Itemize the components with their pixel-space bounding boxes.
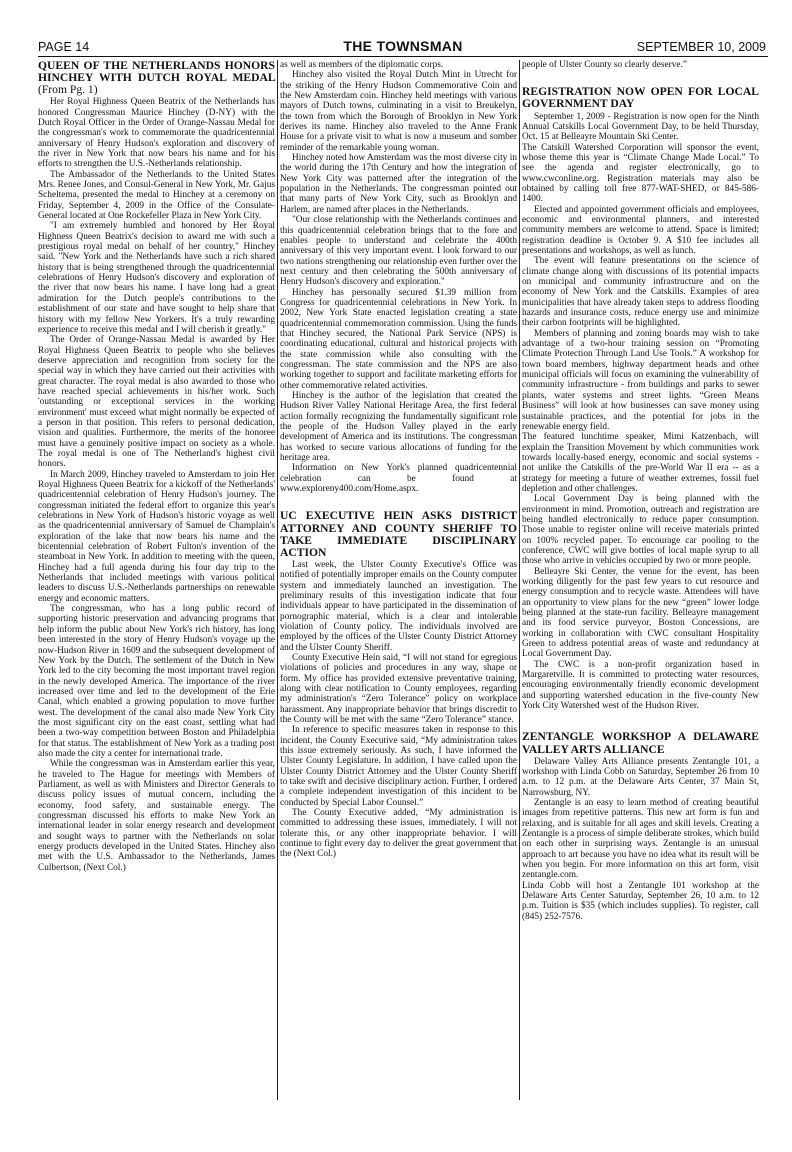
article-paragraph: Hinchey is the author of the legislation that created the Hudson River Valley National Heritage Area, the first federal action formally recognizing the fundamentally significant role the people of the Hudson Valley played in the early development of America and its institutions. The congressman has worked to secure various allocations of funding for the heritage area.	[280, 391, 517, 464]
article-paragraph: Belleayre Ski Center, the venue for the event, has been working diligently for the past few years to cut resource and energy consumption and to recycle waste. Attendees will have an opportunity to view plans for the new “green” lower lodge being planned at the state-run facility. Belleayre management and its food service purveyor, Boston Concessions, are working in collaboration with CWC consultant Hospitality Green to address potential areas of waste and redundancy at Local Government Day.	[522, 566, 759, 660]
article-paragraph: County Executive Hein said, “I will not stand for egregious violations of policies and procedures in any way, shape or form. My office has provided extensive preventative training, along with clear notification to County employees, regarding my administration's “Zero Tolerance” policy on workplace harassment. Any inappropriate behavior that brings discredit to the County will be met with the same “Zero Tolerance” stance.	[280, 652, 517, 725]
column-1	[38, 60, 275, 873]
article-paragraph: as well as members of the diplomatic corps.	[280, 60, 444, 70]
article-paragraph: Delaware Valley Arts Alliance presents Zentangle 101, a workshop with Linda Cobb on Saturday, September 26 from 10 a.m. to 12 p.m. at the Delaware Arts Center, 37 Main St, Narrowsburg, NY.	[522, 756, 759, 798]
issue-date: SEPTEMBER 10, 2009	[636, 40, 766, 54]
article-paragraph: Her Royal Highness Queen Beatrix of the Netherlands has honored Congressman Maurice Hinchey (D-NY) with the Dutch Royal Officer in the Order of Orange-Nassau Medal for the congressman's work to commemorate the quadricentennial anniversary of Henry Hudson's exploration and discovery of the river in New York that now bears his name and for his efforts to strengthen the U.S.-Netherlands relationship.	[38, 97, 275, 170]
article-paragraph: September 1, 2009 - Registration is now open for the Ninth Annual Catskills Local Government Day, to be held Thursday, Oct. 15 at Belleayre Mountain Ski Center.	[522, 111, 759, 143]
column-2	[280, 60, 517, 860]
article-headline: QUEEN OF THE NETHERLANDS HONORS HINCHEY WITH DUTCH ROYAL MEDAL (From Pg. 1)	[38, 59, 275, 97]
article-paragraph: Hinchey noted how Amsterdam was the most diverse city in the world during the 17th Century and how the integration of New York City was patterned after the integration of the population in the Netherlands. The congressman pointed out that many parts of New York City, such as Brooklyn and Harlem, are named after places in the Netherlands.	[280, 153, 517, 215]
article-paragraph: Members of planning and zoning boards may wish to take advantage of a two-hour training session on “Promoting Climate Protection Through Land Use Tools.” A workshop for town board members, highway department heads and other municipal officials will focus on examining the vulnerability of community infrastructure - from buildings and parks to sewer plants, water systems and street lights. “Green Means Business” will look at how businesses can save money using sustainable practices, and the potential for jobs in the renewable energy field.	[522, 328, 759, 432]
article-paragraph: Hinchey has personally secured $1.39 million from Congress for quadricentennial celebrations in New York. In 2002, New York State enacted legislation creating a state quadricentennial commemoration commission. Using the funds that Hinchey secured, the National Park Service (NPS) is coordinating educational, cultural and historical projects with the state commission while also consulting with the congressman. The state commission and the NPS are also working together to support and facilitate marketing efforts for other commemorative related activities.	[280, 287, 517, 391]
article-headline: ZENTANGLE WORKSHOP A DELAWARE VALLEY ARTS ALLIANCE	[522, 730, 759, 756]
article-paragraph: The Ambassador of the Netherlands to the United States Mrs. Renee Jones, and Consul-General in New York, Mr. Gajus Scheltema, presented the medal to Hinchey at a ceremony on Friday, September 4, 2009 in the Office of the Consulate-General located at One Rockefeller Plaza in New York City.	[38, 169, 275, 222]
article-paragraph: "I am extremely humbled and honored by Her Royal Highness Queen Beatrix's decision to award me with such a prestigious royal medal on behalf of her country," Hinchey said. "New York and the Netherlands have such a rich shared history that is being strengthened through the quadricentennial celebrations of Henry Hudson's discovery and exploration of the river that now bears his name. I have long had a great admiration for the Dutch people's contributions to the establishment of our state and have sought to help share that history with my fellow New Yorkers. It's a truly rewarding experience to receive this medal and I will cherish it greatly."	[38, 221, 275, 335]
article-paragraph: Information on New York's planned quadricentennial celebration can be found at www.exploreny400.com/Home.aspx.	[280, 463, 517, 495]
article-paragraph: The Order of Orange-Nassau Medal is awarded by Her Royal Highness Queen Beatrix to people who she believes deserve appreciation and recognition from society for the special way in which they have carried out their activities with great character. The royal medal is also awarded to those who have reached special achievements in his/her work. Such 'outstanding or exceptional services in the working environment' must exceed what might normally be expected of a person in that position. This refers to personal dedication, vision and qualities. Furthermore, the merits of the honoree must have a genuinely positive impact on society as a whole. The royal medal is one of The Netherland's highest civil honors.	[38, 335, 275, 470]
article-paragraph: Zentangle is an easy to learn method of creating beautiful images from repetitive patterns. This new art form is fun and relaxing, and is suitable for all ages and skill levels. Creating a Zentangle is a process of simple deliberate strokes, which build on each other in surprising ways. Zentangle is an unusual approach to art because you have no idea what its result will be when you begin. For more information on this art form, visit zentangle.com.	[522, 798, 759, 881]
article-paragraph: The congressman, who has a long public record of supporting historic preservation and advancing programs that help inform the public about New York's rich history, has long been interested in the story of Henry Hudson's voyage up the now-Hudson River in 1609 and the subsequent development of New York by the Dutch. The settlement of the Dutch in New York led to the city becoming the most important travel region in the newly developed America. The importance of the river increased over time and led to the development of the Erie Canal, which enabled a growing population to move further west. The development of the canal also made New York City the most significant city on the east coast, settling what had been a two-way competition between Boston and Philadelphia for that status. The establishment of New York as a trading post also made the city a center for international trade.	[38, 604, 275, 759]
article-paragraph: In reference to specific measures taken in response to this incident, the County Executive said, “My administration takes this issue extremely seriously. As such, I have informed the Ulster County Legislature. In addition, I have called upon the Ulster County District Attorney and the Ulster County Sheriff to take swift and decisive disciplinary action. Further, I ordered a complete independent investigation of this incident to be conducted by Special Labor Counsel.”	[280, 725, 517, 808]
article-paragraph: Local Government Day is being planned with the environment in mind. Promotion, outreach and registration are being handled electronically to reduce paper consumption. Those unable to register online will receive materials printed on 100% recycled paper. To encourage car pooling to the conference, CWC will give bottles of local maple syrup to all those who arrive in vehicles occupied by two or more people.	[522, 494, 759, 567]
article-paragraph: Last week, the Ulster County Executive's Office was notified of potentially improper emails on the County computer system and immediately launched an investigation. The preliminary results of this investigation indicate that four individuals appear to have participated in the dissemination of pornographic material, which is a clear and intolerable violation of County policy. The individuals involved are employed by the offices of the Ulster County District Attorney and the Ulster County Sheriff.	[280, 559, 517, 653]
article-paragraph: The event will feature presentations on the science of climate change along with discussions of its potential impacts on municipal and community infrastructure and on the economy of New York and the Catskills. Examples of area municipalities that have already taken steps to address flooding hazards and insurance costs, reduce energy use and minimize their carbon footprints will be highlighted.	[522, 256, 759, 329]
article-paragraph: The featured lunchtime speaker, Mimi Katzenbach, will explain the Transition Movement by which communities work towards locally-based energy, economic and social systems - not unlike the Catskills of the pre-World War II era -- as a strategy for meeting a future of weather extremes, fossil fuel depletion and other challenges.	[522, 432, 759, 494]
article-paragraph: "Our close relationship with the Netherlands continues and this quadricentennial celebration brings that to the fore and enables people to understand and celebrate the 400th anniversary of this very important event. I look forward to our two nations strengthening our relationship even further over the next century and then celebrating the 500th anniversary of Henry Hudson's discovery and exploration."	[280, 215, 518, 288]
column-3	[522, 60, 759, 922]
page-number: PAGE 14	[38, 40, 90, 54]
article-paragraph: The Catskill Watershed Corporation will sponsor the event, whose theme this year is “Climate Change Made Local.” To see the agenda and register electronically, go to www.cwconline.org. Registration materials may also be obtained by calling toll free 877-WAT-SHED, or 845-586-1400.	[522, 142, 759, 205]
column-rule	[277, 60, 278, 1100]
masthead	[38, 38, 768, 57]
article-paragraph: In March 2009, Hinchey traveled to Amsterdam to join Her Royal Highness Queen Beatrix for a kickoff of the Netherlands' quadricentennial celebration of Henry Hudson's journey. The congressman initiated the federal effort to organize this year's celebrations in New York of Hudson's historic voyage as well as the quadricentennial anniversary of Samuel de Champlain's exploration of the lake that now bears his name and the bicentennial celebration of Robert Fulton's invention of the steamboat in New York. In addition to meeting with the queen, Hinchey had a full agenda during his four day trip to the Netherlands that included meetings with various political leaders to discuss U.S.-Netherlands partnerships on renewable energy and economic matters.	[38, 469, 275, 604]
article-paragraph: Linda Cobb will host a Zentangle 101 workshop at the Delaware Arts Center Saturday, September 26, 10 a.m. to 12 p.m. Tuition is $35 (which includes supplies). To register, call (845) 252-7576.	[522, 880, 759, 922]
article-paragraph: The County Executive added, “My administration is committed to addressing these issues, immediately. I will not tolerate this, or any other inappropriate behavior. I will continue to fight every day to deliver the great government that the (Next Col.)	[280, 808, 517, 860]
article-paragraph: While the congressman was in Amsterdam earlier this year, he traveled to The Hague for meetings with Members of Parliament, as well as with Ministers and Director Generals to discuss policy issues of mutual concern, including the economy, food safety, and sustainable energy. The congressman discussed his efforts to make New York an international leader in solar energy research and development and sought ways to partner with the Netherlands on solar energy products developed in the United States. Hinchey also met with the U.S. Ambassador to the Netherlands, James Culbertson, (Next Col.)	[38, 759, 275, 873]
article-paragraph: people of Ulster County so clearly deserve.”	[522, 60, 687, 70]
article-headline: REGISTRATION NOW OPEN FOR LOCAL GOVERNMENT DAY	[522, 85, 759, 111]
newspaper-title: THE TOWNSMAN	[343, 38, 463, 54]
article-paragraph: Elected and appointed government officials and employees, economic and environmental planners, and interested community members are welcome to attend. Space is limited; registration deadline is October 9. A $10 fee includes all presentations and workshops, as well as lunch.	[522, 204, 759, 256]
article-headline: UC EXECUTIVE HEIN ASKS DISTRICT ATTORNEY AND COUNTY SHERIFF TO TAKE IMMEDIATE DISCIPLINARY ACTION	[280, 509, 517, 559]
article-paragraph: The CWC is a non-profit organization based in Margaretville. It is committed to protecting water resources, encouraging environmentally friendly economic development and supporting watershed education in the five-county New York City Watershed west of the Hudson River.	[522, 659, 759, 712]
article-paragraph: Hinchey also visited the Royal Dutch Mint in Utrecht for the striking of the Henry Hudson Commemorative Coin and the New Amsterdam coin. Hinchey held meetings with various mayors of Dutch towns, culminating in a visit to Breukelyn, the town from which the Borough of Brooklyn in New York derives its name. Hinchey also traveled to the Anne Frank House for a private visit to what is now a museum and somber reminder of the remarkable young woman.	[280, 70, 517, 153]
column-rule	[519, 60, 520, 1100]
